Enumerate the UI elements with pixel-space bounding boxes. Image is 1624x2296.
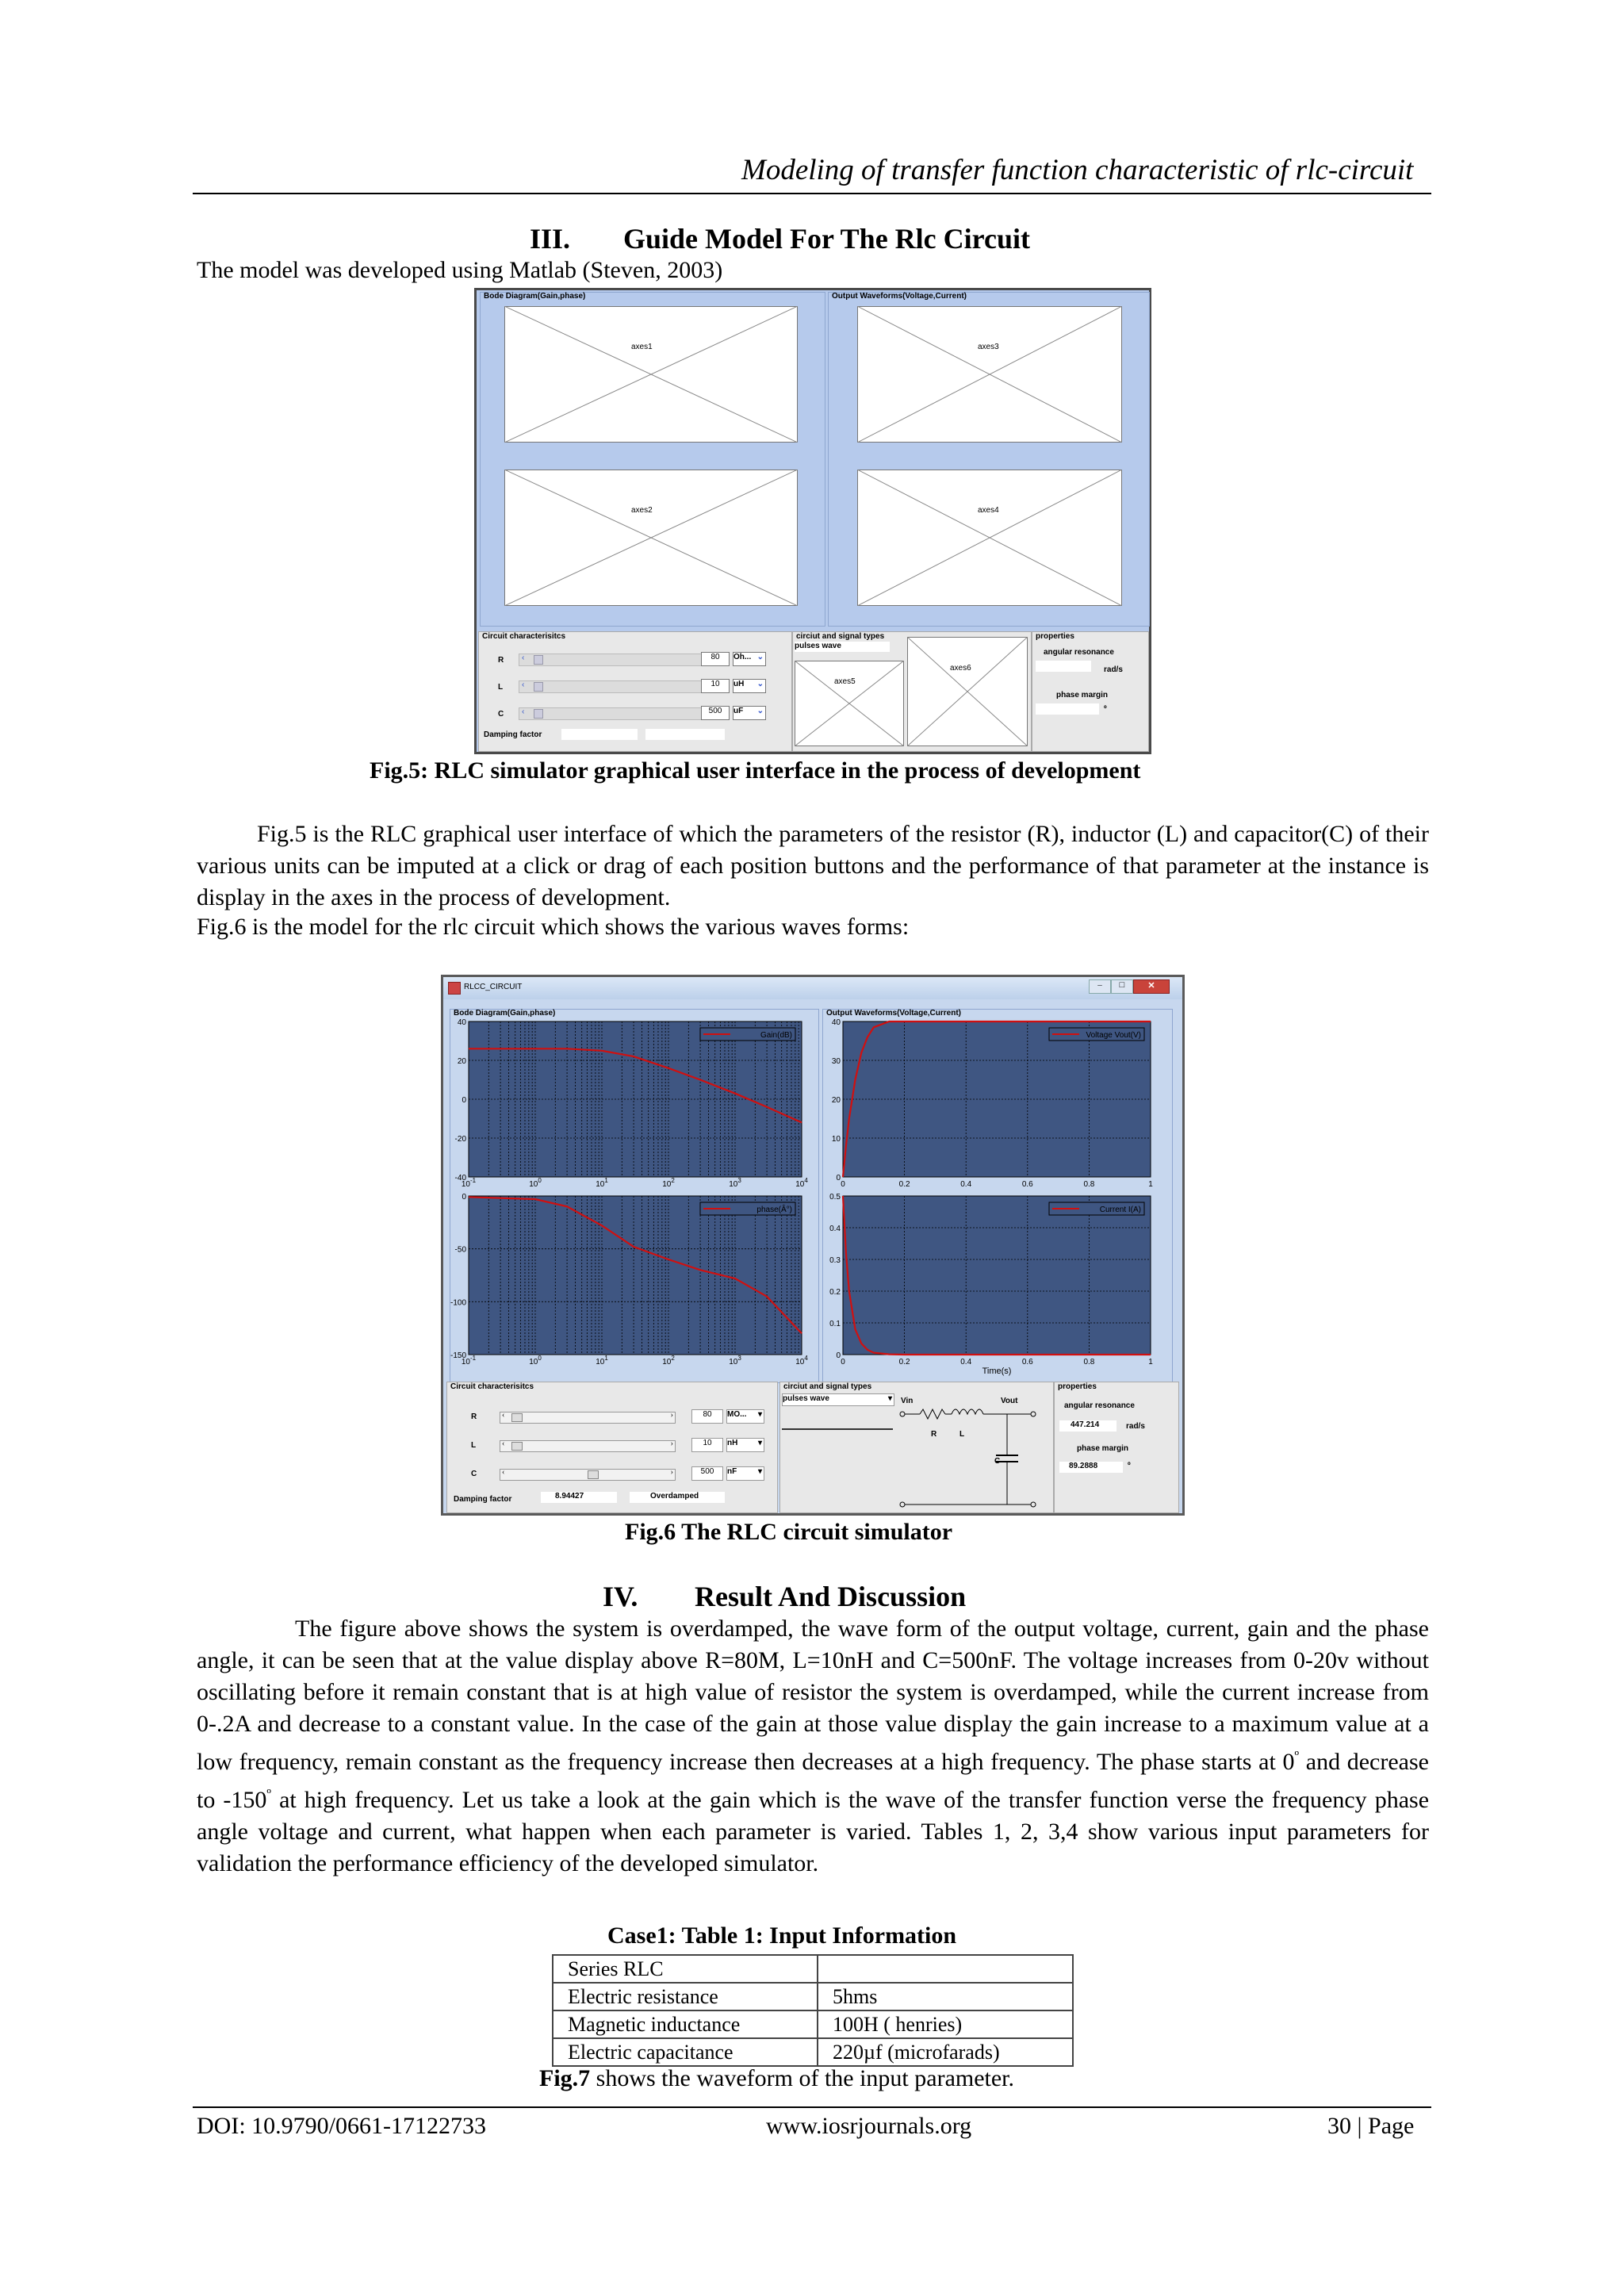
x-tick-label: 0.8 (1083, 1180, 1095, 1189)
signal-type-select[interactable]: pulses wave (795, 642, 890, 652)
angular-resonance-label: angular resonance (1044, 648, 1114, 657)
fig6-window (441, 975, 1185, 1516)
signal-preview-line (782, 1428, 893, 1430)
slider-left-icon[interactable]: ‹ (522, 707, 525, 716)
chevron-down-icon: ⌄ (756, 680, 764, 688)
row-label-r: R (498, 656, 504, 665)
y-tick-label: 20 (831, 1096, 841, 1105)
c-value-input[interactable]: 500 (691, 1466, 723, 1481)
section-title: Result And Discussion (695, 1581, 967, 1612)
chevron-down-icon: ⌄ (756, 653, 764, 661)
slider-thumb[interactable] (588, 1470, 599, 1479)
x-axis-label: Time(s) (982, 1366, 1012, 1376)
r-value-input[interactable]: 80 (691, 1409, 723, 1424)
legend-label: Current I(A) (1099, 1205, 1141, 1214)
panel-title: Output Waveforms(Voltage,Current) (826, 1009, 962, 1018)
damping-value: 8.94427 (541, 1492, 617, 1503)
table-cell: Series RLC (553, 1955, 818, 1983)
y-tick-label: 10 (831, 1135, 841, 1144)
x-tick-label: 0.8 (1083, 1358, 1095, 1366)
signal-type-text: pulses wave (783, 1394, 829, 1403)
paragraph-fig6-intro: Fig.6 is the model for the rlc circuit which shows the various waves forms: (197, 914, 910, 940)
rad-s-label: rad/s (1126, 1422, 1145, 1431)
slider-thumb[interactable] (511, 1442, 523, 1451)
table-cell (818, 1955, 1073, 1983)
legend-label: phase(Â°) (756, 1205, 792, 1214)
matlab-logo-icon (448, 982, 461, 995)
section-number: IV. (603, 1581, 638, 1612)
y-tick-label: 0.4 (829, 1225, 841, 1233)
y-tick-label: -40 (454, 1174, 466, 1182)
maximize-button[interactable]: □ (1111, 979, 1133, 994)
x-tick-label: 0.4 (960, 1358, 972, 1366)
phase-margin-value: 89.2888 (1059, 1462, 1123, 1473)
plot-area (843, 1196, 1151, 1355)
table1 (552, 1954, 1074, 2067)
axes1-placeholder (504, 306, 798, 443)
y-tick-label: 0 (462, 1096, 466, 1105)
slider-right-icon[interactable]: › (670, 1411, 673, 1420)
fig6-circuit-panel (446, 1382, 778, 1513)
r-value-input[interactable]: 80 (701, 652, 730, 666)
gain-chart (450, 1018, 818, 1191)
panel-title: Output Waveforms(Voltage,Current) (832, 292, 967, 301)
table-cell: 220µf (microfarads) (818, 2038, 1073, 2066)
axes2-label: axes2 (631, 506, 653, 515)
y-tick-label: -150 (450, 1351, 466, 1360)
x-tick-label: 0.2 (898, 1180, 910, 1189)
x-tick-label: $10^{-1}$ (461, 1177, 477, 1189)
legend-label: Voltage Vout(V) (1086, 1031, 1141, 1040)
section-number: III. (530, 223, 571, 255)
panel-title: properties (1036, 632, 1074, 641)
r-slider[interactable] (519, 654, 710, 666)
x-tick-label: 1 (1148, 1358, 1153, 1366)
y-tick-label: -100 (450, 1298, 466, 1308)
axes6-label: axes6 (950, 664, 971, 673)
chevron-down-icon: ▾ (757, 1467, 762, 1476)
degree-label: º (1104, 705, 1107, 714)
slider-right-icon[interactable]: › (670, 1468, 673, 1477)
footer-doi: DOI: 10.9790/0661-17122733 (197, 2113, 486, 2139)
x-tick-label: $10^2$ (662, 1177, 675, 1189)
table-row (553, 2038, 1073, 2066)
slider-thumb[interactable] (534, 709, 543, 719)
axes5-label: axes5 (834, 677, 856, 686)
unit-text: uH (733, 680, 745, 688)
fig5-circuit-panel (478, 631, 792, 752)
axes4-placeholder (857, 470, 1122, 606)
chevron-down-icon: ⌄ (756, 707, 764, 715)
slider-left-icon[interactable]: ‹ (522, 680, 525, 689)
signal-type-select[interactable] (782, 1393, 894, 1406)
x-tick-label: 0 (841, 1180, 845, 1189)
x-tick-label: $10^2$ (662, 1355, 675, 1366)
row-label-c: C (498, 710, 504, 719)
axes3-placeholder (857, 306, 1122, 443)
x-tick-label: $10^1$ (596, 1177, 608, 1189)
y-tick-label: 0.3 (829, 1256, 841, 1265)
rlc-circuit-schematic (896, 1397, 1051, 1509)
footer-site: www.iosrjournals.org (766, 2113, 972, 2139)
x-tick-label: $10^4$ (795, 1355, 808, 1366)
r-unit-select[interactable] (733, 652, 766, 666)
slider-right-icon[interactable]: › (670, 1439, 673, 1448)
paragraph-fig5-description: Fig.5 is the RLC graphical user interface of which the parameters of the resistor (R), inductor (L) and capacitor(C) of their various units can be imputed at a click or drag of each position buttons and the performance of that parameter at the instance is display in the axes in the process of development. (197, 821, 1429, 910)
slider-thumb[interactable] (534, 682, 543, 692)
c-unit-select[interactable] (726, 1466, 764, 1481)
x-tick-label: $10^1$ (596, 1355, 608, 1366)
section-title: Guide Model For The Rlc Circuit (623, 223, 1030, 255)
y-tick-label: 0 (462, 1193, 466, 1202)
table-cell: Electric capacitance (553, 2038, 818, 2066)
phase-margin-label: phase margin (1077, 1444, 1129, 1453)
degree-label: º (1128, 1462, 1131, 1470)
fig7-reference (539, 2065, 1014, 2092)
footer-rule (193, 2106, 1431, 2108)
axes1-label: axes1 (631, 343, 653, 351)
y-tick-label: 0.2 (829, 1288, 841, 1297)
y-tick-label: 40 (831, 1018, 841, 1027)
slider-left-icon[interactable]: ‹ (502, 1411, 505, 1420)
y-tick-label: 0 (836, 1351, 841, 1360)
voltage-chart (822, 1018, 1171, 1191)
capacitor-label: C (994, 1457, 1001, 1466)
damping-value-box (561, 729, 638, 740)
unit-text: MO... (727, 1410, 747, 1419)
fig7-text: shows the waveform of the input parameter. (590, 2065, 1015, 2091)
x-tick-label: 0.4 (960, 1180, 972, 1189)
table-cell: 100H ( henries) (818, 2010, 1073, 2038)
phase-margin-value (1036, 703, 1099, 715)
panel-title: Bode Diagram(Gain,phase) (484, 292, 586, 301)
fig6-signal-panel (779, 1382, 1054, 1513)
x-tick-label: 0.6 (1021, 1180, 1033, 1189)
y-tick-label: 0.5 (829, 1193, 841, 1202)
c-slider[interactable] (519, 707, 710, 720)
damping-label: Damping factor (454, 1495, 512, 1504)
panel-title: circiut and signal types (783, 1382, 872, 1391)
damping-type-box (645, 729, 725, 740)
unit-text: nH (727, 1439, 738, 1447)
l-slider[interactable] (519, 680, 710, 693)
window-title: RLCC_CIRCUIT (464, 983, 523, 991)
panel-title: Bode Diagram(Gain,phase) (454, 1009, 556, 1018)
table-row (553, 1955, 1073, 1983)
x-tick-label: 0 (841, 1358, 845, 1366)
axes4-label: axes4 (978, 506, 999, 515)
unit-text: uF (733, 707, 744, 715)
rad-s-label: rad/s (1104, 665, 1123, 674)
plot-area (469, 1196, 802, 1355)
inductor-label: L (959, 1430, 965, 1439)
y-tick-label: 20 (457, 1057, 466, 1066)
table-cell: Magnetic inductance (553, 2010, 818, 2038)
c-value-input[interactable]: 500 (701, 706, 730, 720)
fig5-gui (474, 288, 1151, 754)
minimize-button[interactable]: – (1089, 979, 1111, 994)
y-tick-label: -20 (454, 1135, 466, 1144)
angular-resonance-label: angular resonance (1064, 1401, 1135, 1410)
axes5-placeholder (795, 661, 904, 746)
footer-page: 30 | Page (1327, 2113, 1415, 2139)
running-header: Modeling of transfer function characteristic of rlc-circuit (741, 154, 1414, 186)
current-chart (822, 1193, 1171, 1378)
chevron-down-icon: ▾ (757, 1439, 762, 1447)
vin-label: Vin (901, 1397, 914, 1405)
l-slider[interactable] (500, 1440, 676, 1452)
fig5-properties-panel (1032, 631, 1149, 752)
panel-title: Circuit characterisitcs (450, 1382, 534, 1391)
c-slider[interactable] (500, 1469, 676, 1481)
x-tick-label: 1 (1148, 1180, 1153, 1189)
resistor-label: R (931, 1430, 937, 1439)
row-label-c: C (471, 1470, 477, 1478)
unit-text: Oh... (733, 653, 752, 661)
axes3-label: axes3 (978, 343, 999, 351)
damping-type: Overdamped (630, 1492, 725, 1503)
phase-chart (450, 1193, 818, 1378)
x-tick-label: $10^3$ (729, 1177, 741, 1189)
row-label-r: R (471, 1412, 477, 1421)
x-tick-label: $10^0$ (529, 1177, 542, 1189)
section-intro: The model was developed using Matlab (Steven, 2003) (197, 257, 723, 283)
slider-thumb[interactable] (534, 655, 543, 665)
axes2-placeholder (504, 470, 798, 606)
r-unit-select[interactable] (726, 1409, 764, 1424)
c-unit-select[interactable] (733, 706, 766, 720)
legend-label: Gain(dB) (760, 1031, 792, 1040)
angular-resonance-value (1036, 661, 1091, 672)
l-unit-select[interactable] (726, 1438, 764, 1452)
panel-title: circiut and signal types (796, 632, 885, 641)
l-unit-select[interactable] (733, 679, 766, 693)
chevron-down-icon: ▾ (887, 1394, 892, 1403)
window-titlebar (443, 977, 1182, 999)
header-rule (193, 193, 1431, 194)
x-tick-label: $10^3$ (729, 1355, 741, 1366)
y-tick-label: 40 (457, 1018, 466, 1027)
x-tick-label: 0.2 (898, 1358, 910, 1366)
row-label-l: L (471, 1441, 477, 1450)
fig6-caption: Fig.6 The RLC circuit simulator (625, 1519, 953, 1545)
phase-margin-label: phase margin (1056, 691, 1109, 700)
axes6-placeholder (907, 637, 1028, 746)
x-tick-label: 0.6 (1021, 1358, 1033, 1366)
table-cell: 5hms (818, 1983, 1073, 2010)
y-tick-label: 0.1 (829, 1320, 841, 1328)
table-row (553, 1983, 1073, 2010)
fig6-properties-panel (1054, 1382, 1179, 1513)
table-cell: Electric resistance (553, 1983, 818, 2010)
chevron-down-icon: ▾ (757, 1410, 762, 1419)
x-tick-label: $10^0$ (529, 1355, 542, 1366)
x-tick-label: $10^4$ (795, 1177, 808, 1189)
l-value-input[interactable]: 10 (691, 1438, 723, 1452)
slider-left-icon[interactable]: ‹ (502, 1468, 505, 1477)
r-slider[interactable] (500, 1412, 676, 1424)
fig5-signal-panel (792, 631, 1032, 752)
panel-title: properties (1058, 1382, 1097, 1391)
panel-title: Circuit characterisitcs (482, 632, 566, 641)
damping-label: Damping factor (484, 730, 542, 739)
section4-body: The figure above shows the system is overdamped, the wave form of the output voltage, current, gain and the phase angle, it can be seen that at the value display above R=80M, L=10nH and C=500nF. The voltage increases from 0-20v without oscillating before it remain constant that is at high value of resistor the system is overdamped, while the current increase from 0-.2A and decrease to a constant value. In the case of the gain at those value display the gain increase to a maximum value at a low frequency, remain constant as the frequency increase then decreases at a high frequency. The phase starts at $0^º$ and decrease to $-150^º$ at high frequency. Let us take a look at the gain which is the wave of the transfer function verse the frequency phase angle voltage and current, what happen when each parameter is varied. Tables 1, 2, 3,4 show various input parameters for validation the performance efficiency of the developed simulator. (197, 1616, 1430, 1876)
y-tick-label: 0 (836, 1174, 841, 1182)
slider-left-icon[interactable]: ‹ (522, 654, 525, 662)
y-tick-label: 30 (831, 1057, 841, 1066)
angular-resonance-value: 447.214 (1059, 1420, 1116, 1432)
x-tick-label: $10^{-1}$ (461, 1355, 477, 1366)
table1-caption: Case1: Table 1: Input Information (607, 1922, 957, 1949)
slider-left-icon[interactable]: ‹ (502, 1439, 505, 1448)
close-button[interactable]: ✕ (1133, 979, 1170, 994)
y-tick-label: -50 (454, 1245, 466, 1255)
fig7-label: Fig.7 (539, 2065, 591, 2091)
unit-text: nF (727, 1467, 737, 1476)
slider-thumb[interactable] (511, 1413, 523, 1422)
fig5-caption: Fig.5: RLC simulator graphical user interface in the process of development (370, 757, 1141, 784)
table-row (553, 2010, 1073, 2038)
l-value-input[interactable]: 10 (701, 679, 730, 693)
vout-label: Vout (1001, 1397, 1018, 1405)
row-label-l: L (498, 683, 504, 692)
